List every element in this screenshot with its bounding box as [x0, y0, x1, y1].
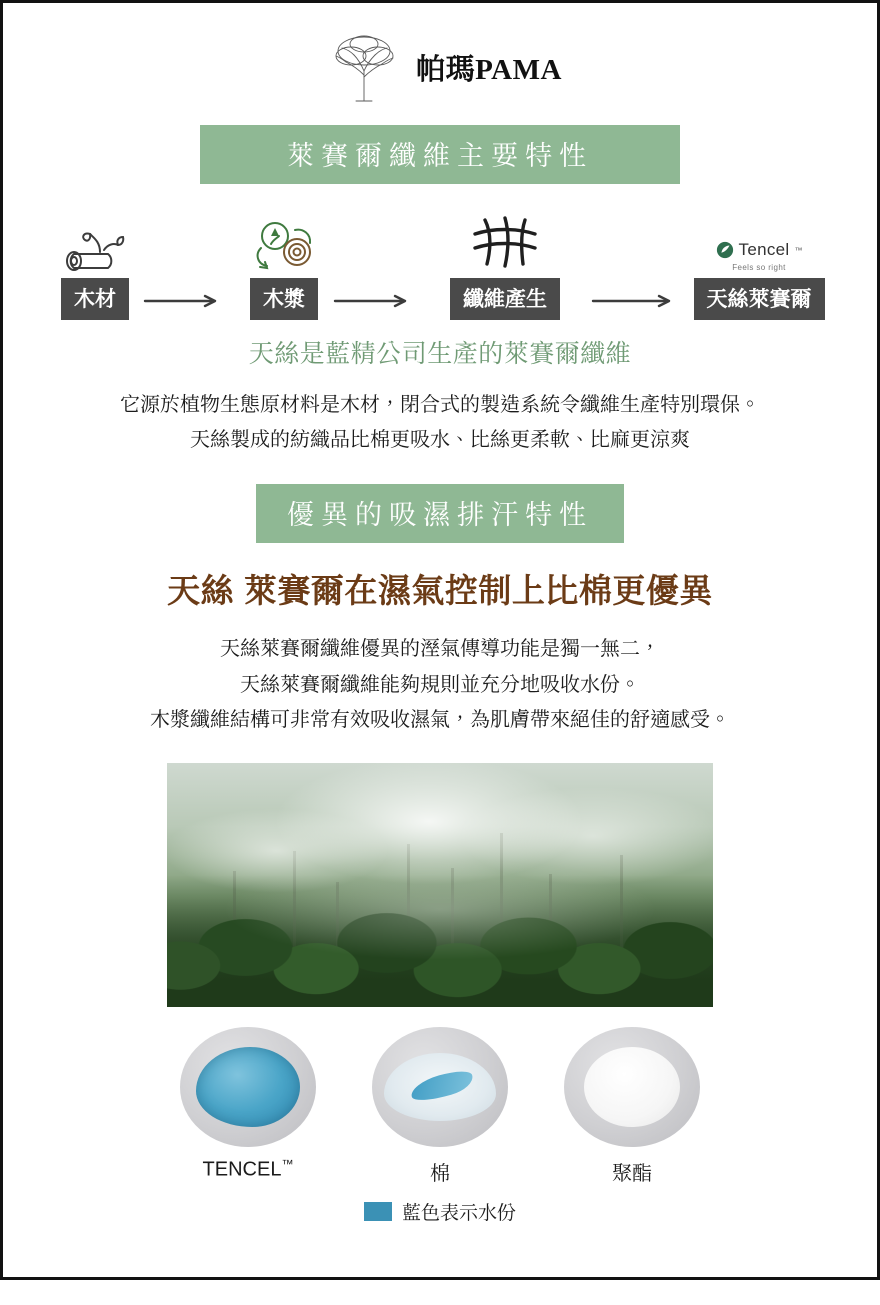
- poster-inner: [3, 31, 877, 1305]
- flow-step-fiber: [415, 210, 595, 320]
- forest-mist-photo: [167, 763, 713, 1007]
- arrow-right-icon-3: [591, 294, 679, 308]
- log-wood-icon: [41, 210, 149, 272]
- flow-label-fiber: 纖維產生: [450, 278, 560, 320]
- moisture-blob-tencel: [196, 1047, 300, 1127]
- section1-paragraph: [3, 388, 877, 458]
- flow-label-tencel: 天絲萊賽爾: [694, 278, 825, 320]
- section2-heading: 優異的吸濕排汗特性: [256, 484, 624, 543]
- paragraph-line: 天絲萊賽爾纖維優異的溼氣傳導功能是獨一無二，: [220, 638, 660, 660]
- swatch-disc-cotton: [372, 1027, 508, 1147]
- flow-step-pulp: [229, 210, 339, 320]
- brand-header: [3, 31, 877, 103]
- flow-step-tencel: [675, 210, 843, 320]
- swatch-label-polyester: [564, 1157, 700, 1186]
- arrow-right-icon-2: [333, 294, 415, 308]
- recycle-pulp-icon: [229, 210, 339, 272]
- swatch-label-text: 棉: [430, 1162, 450, 1185]
- paragraph-line: 它源於植物生態原材料是木材，閉合式的製造系統令纖維生產特別環保。: [120, 394, 760, 416]
- swatch-cotton: [372, 1027, 508, 1186]
- section1-heading: 萊賽爾纖維主要特性: [200, 125, 680, 184]
- flow-label-wood: 木材: [61, 278, 129, 320]
- tencel-tm: ™: [794, 245, 803, 255]
- legend-color-swatch: [364, 1202, 392, 1221]
- swatch-disc-tencel: [180, 1027, 316, 1147]
- swatch-polyester: [564, 1027, 700, 1186]
- brand-name: 帕瑪PAMA: [416, 53, 562, 86]
- moisture-blob-polyester: [584, 1047, 680, 1127]
- legend-text: 藍色表示水份: [401, 1202, 516, 1224]
- paragraph-line: 天絲萊賽爾纖維能夠規則並充分地吸收水份。: [240, 673, 640, 696]
- legend: [3, 1198, 877, 1225]
- moisture-swatches: [3, 1027, 877, 1186]
- tencel-wordmark: Tencel: [738, 240, 790, 259]
- arrow-right-icon-1: [143, 294, 225, 308]
- tree-icon: [318, 31, 410, 103]
- paragraph-line: 木漿纖維結構可非常有效吸收濕氣，為肌膚帶來絕佳的舒適感受。: [150, 709, 730, 732]
- swatch-disc-polyester: [564, 1027, 700, 1147]
- flow-label-pulp: 木漿: [250, 278, 318, 320]
- swatch-label-cotton: [372, 1157, 508, 1186]
- paragraph-line: 天絲製成的紡織品比棉更吸水、比絲更柔軟、比麻更涼爽: [190, 429, 690, 451]
- swatch-label-text: TENCEL: [202, 1158, 282, 1181]
- process-flow: [3, 210, 877, 322]
- swatch-label-tm: ™: [281, 1156, 294, 1171]
- section2-headline: 天絲 萊賽爾在濕氣控制上比棉更優異: [167, 572, 713, 609]
- swatch-tencel: [180, 1027, 316, 1186]
- swatch-label-text: 聚酯: [612, 1162, 652, 1185]
- flow-step-wood: [41, 210, 149, 320]
- tencel-logo-icon: [675, 210, 843, 272]
- section2-paragraph: [3, 632, 877, 739]
- fiber-strands-icon: [415, 210, 595, 272]
- tencel-logo-row: [716, 240, 803, 260]
- tencel-mark-icon: [716, 241, 734, 259]
- green-subtitle: 天絲是藍精公司生產的萊賽爾纖維: [248, 340, 632, 368]
- tencel-tagline: Feels so right: [732, 263, 786, 272]
- moisture-blob-cotton: [384, 1053, 496, 1121]
- swatch-label-tencel: [180, 1157, 316, 1182]
- photo-mist: [167, 763, 713, 1007]
